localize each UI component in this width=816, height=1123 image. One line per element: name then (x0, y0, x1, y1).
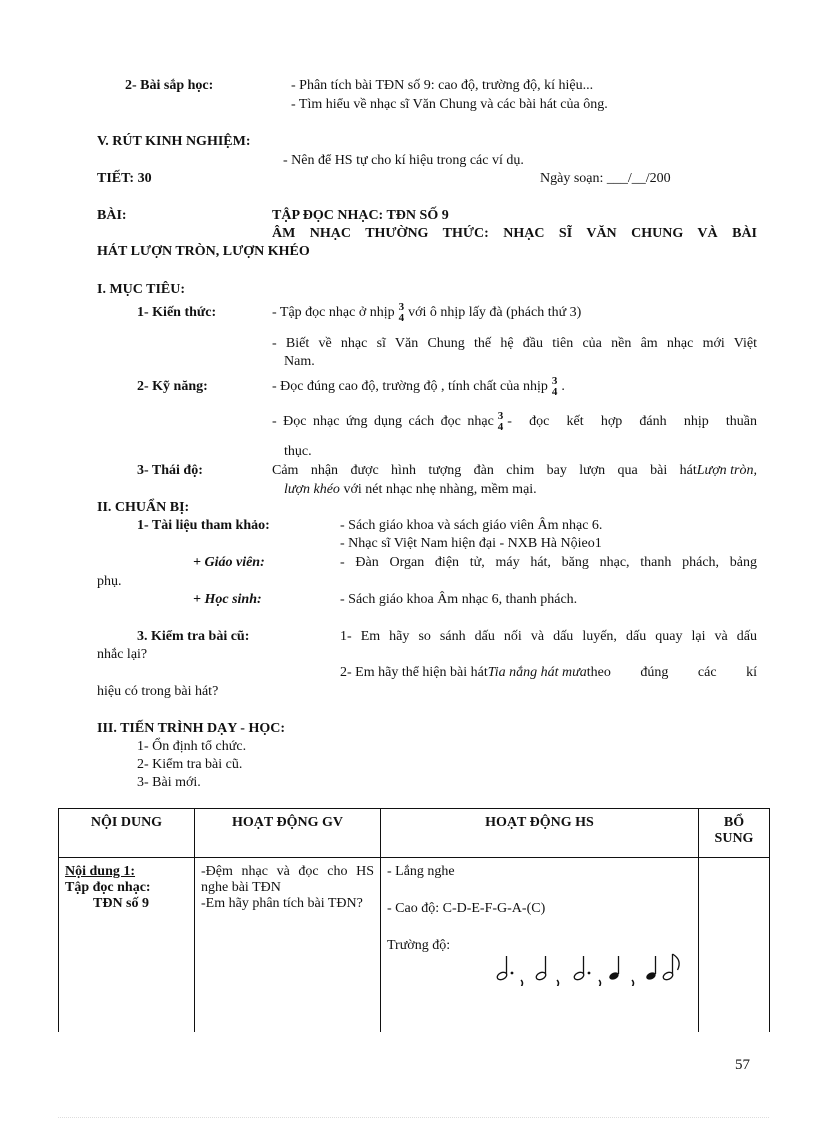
bai-sap-hoc-item-1: - Phân tích bài TĐN số 9: cao độ, trường độ, kí hiệu... (291, 78, 594, 93)
rut-kinh-nghiem-note: - Nên để HS tự cho kí hiệu trong các ví dụ. (283, 153, 524, 168)
bai-label: BÀI: (97, 208, 127, 223)
noi-dung-title: Nội dung 1: (65, 864, 136, 879)
tiet-number: TIẾT: 30 (97, 171, 152, 186)
ky-nang-line-1: - Đọc đúng cao độ, trường độ , tính chất của nhịp 3 4 . (272, 374, 565, 398)
chuan-bi-heading: II. CHUẨN BỊ: (97, 500, 190, 515)
bai-sap-hoc-label: 2- Bài sắp học: (125, 78, 214, 93)
table-row (59, 858, 770, 1033)
tien-trinh-step-1: 1- Ổn định tổ chức. (137, 739, 247, 754)
page-divider (58, 1117, 769, 1118)
hs-activity-2: - Cao độ: C-D-E-F-G-A-(C) (387, 901, 546, 916)
tai-lieu-label: 1- Tài liệu tham khảo: (137, 518, 270, 533)
ky-nang-line-2-cont: thục. (284, 444, 312, 459)
ky-nang-label: 2- Kỹ năng: (137, 379, 208, 394)
giao-vien-item-1: - Đàn Organ điện tử, máy hát, băng nhạc, thanh phách, bảng (340, 555, 757, 570)
hoc-sinh-label: + Học sinh: (193, 592, 262, 607)
lesson-title-2: ÂM NHẠC THƯỜNG THỨC: NHẠC SĨ VĂN CHUNG VÀ BÀI (272, 226, 757, 241)
thai-do-line-2: lượn khéo với nét nhạc nhẹ nhàng, mềm mại. (284, 482, 537, 497)
col-header-hoat-dong-hs: HOẠT ĐỘNG HS (381, 809, 699, 858)
tien-trinh-heading: III. TIẾN TRÌNH DẠY - HỌC: (97, 721, 285, 736)
thai-do-line-1: Cảm nhận được hình tượng đàn chim bay lượn qua bài hát Lượn tròn, (272, 463, 757, 478)
cell-noi-dung (59, 858, 195, 1033)
hs-activity-1: - Lắng nghe (387, 864, 455, 879)
muc-tieu-heading: I. MỤC TIÊU: (97, 282, 186, 297)
kiem-tra-q1: 1- Em hãy so sánh dấu nối và dấu luyến, dấu quay lại và dấu (340, 629, 757, 644)
kiem-tra-q2: 2- Em hãy thể hiện bài hát Tia nắng hát mưa theo đúng các kí (340, 665, 757, 680)
hs-activity-3: Trường độ: (387, 938, 451, 953)
col-header-hoat-dong-gv: HOẠT ĐỘNG GV (195, 809, 381, 858)
kien-thuc-line-2: - Biết về nhạc sĩ Văn Chung thế hệ đầu tiên của nền âm nhạc mới Việt (272, 336, 757, 351)
thai-do-label: 3- Thái độ: (137, 463, 203, 478)
col-header-bo-sung: BỔ SUNG (699, 809, 770, 858)
giao-vien-item-cont: phụ. (97, 574, 122, 589)
kiem-tra-q1-cont: nhắc lại? (97, 647, 148, 662)
cell-hoat-dong-gv (195, 858, 381, 1033)
rhythm-notes-icon (493, 952, 693, 986)
cell-bo-sung (699, 858, 770, 1033)
time-signature-3-4: 3 4 (497, 410, 504, 433)
noi-dung-subtitle: Tập đọc nhạc: (65, 880, 151, 895)
page-number: 57 (735, 1057, 750, 1073)
tai-lieu-item-1: - Sách giáo khoa và sách giáo viên Âm nhạc 6. (340, 518, 603, 533)
rut-kinh-nghiem-heading: V. RÚT KINH NGHIỆM: (97, 134, 251, 149)
hoc-sinh-item-1: - Sách giáo khoa Âm nhạc 6, thanh phách. (340, 592, 578, 607)
lesson-title-1: TẬP ĐỌC NHẠC: TĐN SỐ 9 (272, 208, 449, 223)
table-header-row (59, 809, 770, 858)
gv-activity-2: -Em hãy phân tích bài TĐN? (201, 896, 363, 911)
ky-nang-line-2: - Đọc nhạc ứng dụng cách đọc nhạc 3 4 - đọc kết hợp đánh nhịp thuần (272, 410, 757, 433)
time-signature-3-4: 3 4 (398, 300, 405, 324)
lesson-table (58, 808, 770, 1032)
kien-thuc-line-1: - Tập đọc nhạc ở nhịp 3 4 với ô nhịp lấy đà (phách thứ 3) (272, 300, 582, 324)
gv-activity-1: -Đệm nhạc và đọc cho HS nghe bài TĐN (201, 864, 374, 895)
giao-vien-label: + Giáo viên: (193, 555, 265, 570)
tien-trinh-step-2: 2- Kiểm tra bài cũ. (137, 757, 243, 772)
kien-thuc-label: 1- Kiến thức: (137, 305, 217, 320)
lesson-title-3: HÁT LƯỢN TRÒN, LƯỢN KHÉO (97, 244, 310, 259)
ngay-soan: Ngày soạn: ___/__/200 (540, 171, 671, 186)
tien-trinh-step-3: 3- Bài mới. (137, 775, 201, 790)
col-header-noi-dung: NỘI DUNG (59, 809, 195, 858)
time-signature-3-4: 3 4 (551, 374, 558, 398)
bai-sap-hoc-item-2: - Tìm hiểu về nhạc sĩ Văn Chung và các bài hát của ông. (291, 97, 608, 112)
kien-thuc-line-2-cont: Nam. (284, 354, 315, 369)
noi-dung-tdn: TĐN số 9 (93, 896, 150, 911)
kiem-tra-q2-cont: hiệu có trong bài hát? (97, 684, 219, 699)
kiem-tra-label: 3. Kiểm tra bài cũ: (137, 629, 250, 644)
cell-hoat-dong-hs (381, 858, 699, 1033)
tai-lieu-item-2: - Nhạc sĩ Việt Nam hiện đại - NXB Hà Nộieo1 (340, 536, 602, 551)
